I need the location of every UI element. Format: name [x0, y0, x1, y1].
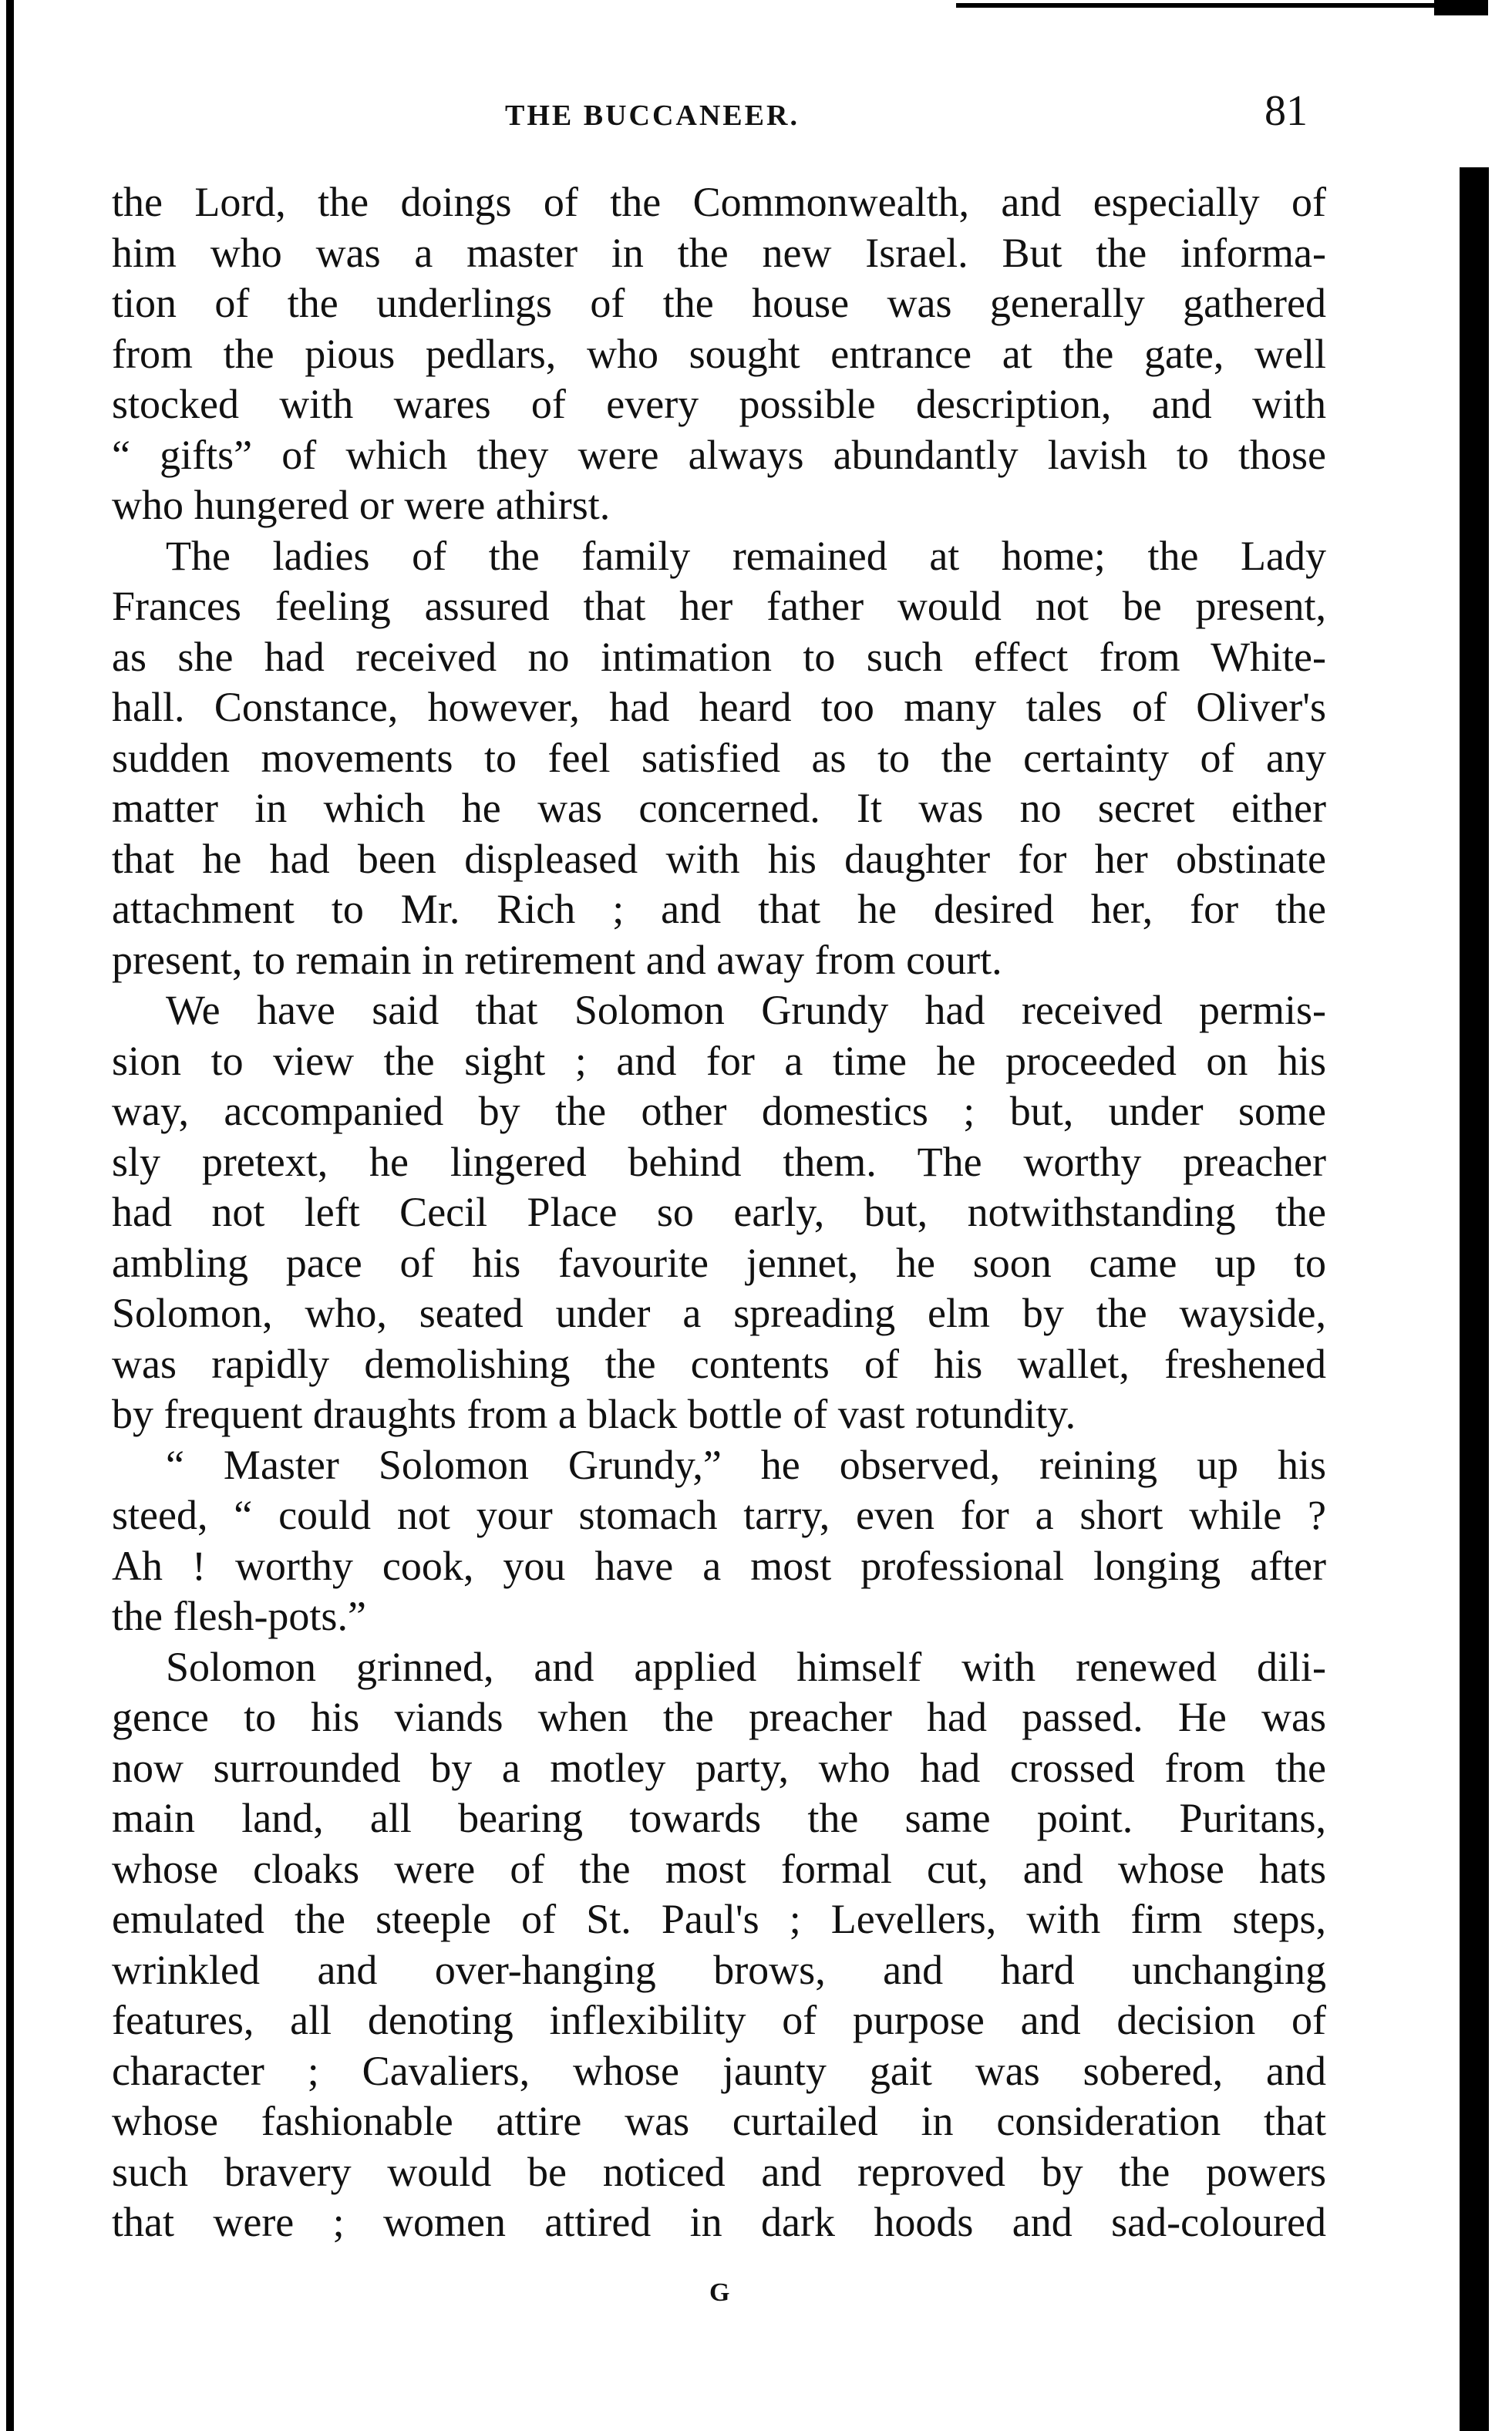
text-line: sion to view the sight ; and for a time he proceeded on his: [112, 1037, 1326, 1084]
running-title: THE BUCCANEER.: [505, 99, 800, 132]
text-line: matter in which he was concerned. It was no secret either: [112, 785, 1326, 831]
text-line: the flesh-pots.”: [112, 1593, 366, 1639]
text-line: “ Master Solomon Grundy,” he observed, reining up his: [166, 1441, 1326, 1488]
body-text: [112, 177, 1326, 2248]
text-line: him who was a master in the new Israel. But the informa-: [112, 229, 1326, 276]
text-line: Solomon grinned, and applied himself with renewed dili-: [166, 1643, 1326, 1690]
text-line: such bravery would be noticed and reproved by the powers: [112, 2148, 1326, 2195]
scan-binding-edge-left: [6, 0, 14, 2431]
text-line: character ; Cavaliers, whose jaunty gait was sobered, and: [112, 2047, 1326, 2094]
text-line: as she had received no intimation to such effect from White-: [112, 633, 1326, 680]
text-line: ambling pace of his favourite jennet, he soon came up to: [112, 1239, 1326, 1286]
text-line: that were ; women attired in dark hoods and sad-coloured: [112, 2199, 1326, 2245]
text-line: stocked with wares of every possible description, and with: [112, 381, 1326, 427]
text-line: Ah ! worthy cook, you have a most professional longing after: [112, 1542, 1326, 1589]
signature-mark: G: [709, 2278, 730, 2307]
text-line: We have said that Solomon Grundy had received permis-: [166, 987, 1326, 1033]
text-line: “ gifts” of which they were always abundantly lavish to those: [112, 431, 1326, 478]
text-line: The ladies of the family remained at home; the Lady: [166, 532, 1326, 579]
text-line: who hungered or were athirst.: [112, 482, 611, 528]
text-line: Frances feeling assured that her father would not be present,: [112, 583, 1326, 629]
text-line: whose fashionable attire was curtailed in consideration that: [112, 2098, 1326, 2144]
text-line: the Lord, the doings of the Commonwealth, and especially of: [112, 179, 1326, 225]
text-line: by frequent draughts from a black bottle of vast rotundity.: [112, 1391, 1076, 1437]
text-line: sudden movements to feel satisfied as to the certainty of any: [112, 734, 1326, 781]
text-line: main land, all bearing towards the same point. Puritans,: [112, 1795, 1326, 1841]
text-line: now surrounded by a motley party, who had crossed from the: [112, 1744, 1326, 1791]
text-line: emulated the steeple of St. Paul's ; Levellers, with firm steps,: [112, 1896, 1326, 1942]
text-line: was rapidly demolishing the contents of his wallet, freshened: [112, 1340, 1326, 1387]
scan-edge-right: [1460, 167, 1489, 2431]
scan-edge-top-corner: [1434, 0, 1488, 15]
page-number: 81: [1264, 87, 1308, 135]
text-line: hall. Constance, however, had heard too many tales of Oliver's: [112, 684, 1326, 730]
text-line: sly pretext, he lingered behind them. The worthy preacher: [112, 1138, 1326, 1185]
text-line: present, to remain in retirement and away from court.: [112, 936, 1002, 983]
text-line: features, all denoting inflexibility of purpose and decision of: [112, 1997, 1326, 2043]
text-line: tion of the underlings of the house was generally gathered: [112, 280, 1326, 326]
text-line: whose cloaks were of the most formal cut, and whose hats: [112, 1845, 1326, 1892]
text-line: way, accompanied by the other domestics ; but, under some: [112, 1088, 1326, 1134]
text-line: gence to his viands when the preacher had passed. He was: [112, 1694, 1326, 1740]
text-line: had not left Cecil Place so early, but, notwithstanding the: [112, 1189, 1326, 1235]
text-line: that he had been displeased with his daughter for her obstinate: [112, 835, 1326, 882]
text-line: steed, “ could not your stomach tarry, even for a short while ?: [112, 1492, 1326, 1538]
scan-edge-top: [956, 3, 1488, 8]
text-line: wrinkled and over-hanging brows, and hard unchanging: [112, 1946, 1326, 1993]
text-line: attachment to Mr. Rich ; and that he desired her, for the: [112, 886, 1326, 932]
text-line: from the pious pedlars, who sought entrance at the gate, well: [112, 330, 1326, 377]
text-line: Solomon, who, seated under a spreading elm by the wayside,: [112, 1290, 1326, 1336]
